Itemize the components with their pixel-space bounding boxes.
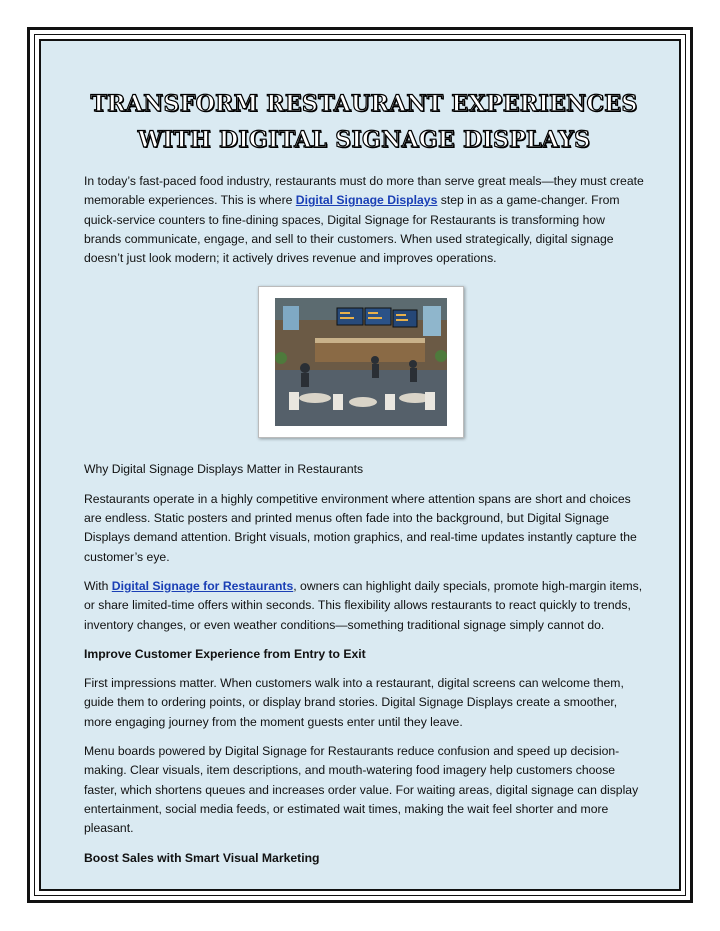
intro-text-1: In today’s fast-paced food industry, restaurants must do more than serve great meals—they must create memorable experiences. This is where — [84, 174, 644, 208]
restaurant-photo — [258, 286, 464, 438]
section-heading-customer-experience: Improve Customer Experience from Entry to Exit — [84, 646, 366, 661]
section1-p2-start: With — [84, 578, 112, 593]
section2-paragraph-2: Menu boards powered by Digital Signage for Restaurants reduce confusion and speed up decision-making. Clear visuals, item descriptions, and mouth-watering food imagery help customers choose faster, which shortens queues and increases order value. For waiting areas, digital signage can display entertainment, social media feeds, or estimated wait times, making the wait feel shorter and more pleasant. — [84, 744, 639, 836]
restaurant-interior-image — [275, 298, 447, 426]
title-line-2: WITH DIGITAL SIGNAGE DISPLAYS — [137, 127, 591, 153]
section1-paragraph-2 — [84, 577, 644, 635]
digital-signage-restaurants-link[interactable]: Digital Signage for Restaurants — [111, 578, 294, 593]
intro-paragraph — [84, 172, 644, 268]
section-heading-why: Why Digital Signage Displays Matter in Restaurants — [84, 462, 364, 477]
section2-paragraph-1: First impressions matter. When customers walk into a restaurant, digital screens can welcome them, guide them to ordering points, or display brand stories. Digital Signage Displays create a smoother, more engaging journey from the moment guests enter until they leave. — [84, 676, 624, 729]
digital-signage-displays-link[interactable]: Digital Signage Displays — [295, 193, 438, 208]
page-title — [84, 86, 644, 158]
section1-paragraph-1: Restaurants operate in a highly competitive environment where attention spans are short and choices are endless. Static posters and printed menus often fade into the background, but Digital Signage Displays demand attention. Bright visuals, motion graphics, and real-time updates instantly capture the customer’s eye. — [84, 491, 637, 564]
title-line-1: TRANSFORM RESTAURANT EXPERIENCES — [90, 91, 638, 117]
section1-p2-rest: , owners can highlight daily specials, promote high-margin items, or share limited-time offers within seconds. This flexibility allows restaurants to react quickly to trends, inventory changes, or even weather conditions—something traditional signage simply cannot do. — [84, 578, 643, 632]
section-heading-boost-sales: Boost Sales with Smart Visual Marketing — [84, 850, 320, 865]
intro-text-2: step in as a game-changer. From quick-service counters to fine-dining spaces, Digital Signage for Restaurants is transforming how brands communicate, engage, and sell to their customers. When used strategically, digital signage doesn’t just look modern; it actively drives revenue and improves operations. — [84, 193, 620, 266]
document-body — [84, 86, 644, 878]
